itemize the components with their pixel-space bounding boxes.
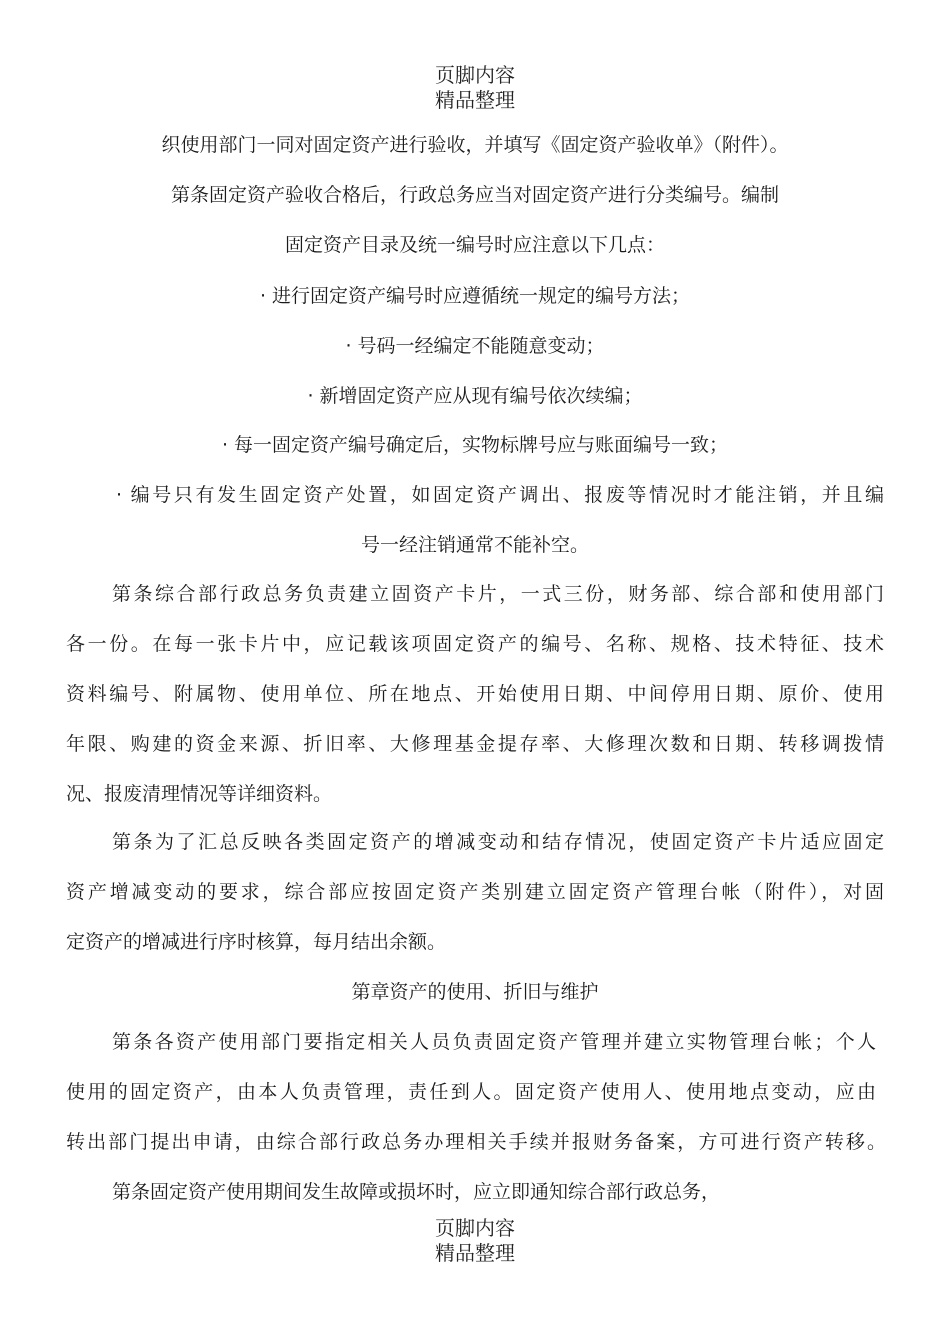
paragraph-line: 资料编号、附属物、使用单位、所在地点、开始使用日期、中间停用日期、原价、使用: [66, 683, 884, 705]
footer-line-1: 页脚内容: [435, 1216, 515, 1240]
bullet-item: · 号码一经编定不能随意变动；: [345, 335, 605, 357]
bullet-item: · 新增固定资产应从现有编号依次续编；: [307, 385, 643, 407]
paragraph-line: 第条各资产使用部门要指定相关人员负责固定资产管理并建立实物管理台帐；个人: [112, 1031, 876, 1053]
text-line: 织使用部门一同对固定资产进行验收，并填写《固定资产验收单》（附件）。: [161, 134, 789, 156]
paragraph-line: 转出部门提出申请，由综合部行政总务办理相关手续并报财务备案，方可进行资产转移。: [66, 1131, 886, 1153]
paragraph-line: 第条固定资产使用期间发生故障或损坏时，应立即通知综合部行政总务，: [112, 1181, 721, 1203]
paragraph-line: 第条为了汇总反映各类固定资产的增减变动和结存情况，使固定资产卡片适应固定: [112, 831, 884, 853]
paragraph-line: 况、报废清理情况等详细资料。: [66, 783, 333, 805]
bullet-item: · 每一固定资产编号确定后，实物标牌号应与账面编号一致；: [221, 434, 729, 456]
header-line-1: 页脚内容: [435, 63, 515, 87]
paragraph-line: 年限、购建的资金来源、折旧率、大修理基金提存率、大修理次数和日期、转移调拨情: [66, 733, 884, 755]
paragraph-line: 资产增减变动的要求，综合部应按固定资产类别建立固定资产管理台帐（附件），对固: [66, 881, 884, 903]
bullet-item: · 进行固定资产编号时应遵循统一规定的编号方法；: [259, 285, 691, 307]
bullet-item: · 编号只有发生固定资产处置，如固定资产调出、报废等情况时才能注销，并且编: [116, 484, 884, 506]
paragraph-line: 各一份。在每一张卡片中，应记载该项固定资产的编号、名称、规格、技术特征、技术: [66, 633, 884, 655]
text-line: 第条固定资产验收合格后，行政总务应当对固定资产进行分类编号。编制: [170, 184, 779, 206]
text-line: 号一经注销通常不能补空。: [360, 534, 589, 556]
chapter-heading: 第章资产的使用、折旧与维护: [351, 981, 599, 1003]
paragraph-line: 定资产的增减进行序时核算，每月结出余额。: [66, 931, 447, 953]
header-line-2: 精品整理: [435, 88, 515, 112]
text-line: 固定资产目录及统一编号时应注意以下几点：: [284, 234, 665, 256]
footer-line-2: 精品整理: [435, 1241, 515, 1265]
page-footer: [0, 1216, 950, 1266]
paragraph-line: 第条综合部行政总务负责建立固资产卡片，一式三份，财务部、综合部和使用部门: [112, 583, 884, 605]
paragraph-line: 使用的固定资产，由本人负责管理，责任到人。固定资产使用人、使用地点变动，应由: [66, 1081, 876, 1103]
page-header: [0, 63, 950, 113]
